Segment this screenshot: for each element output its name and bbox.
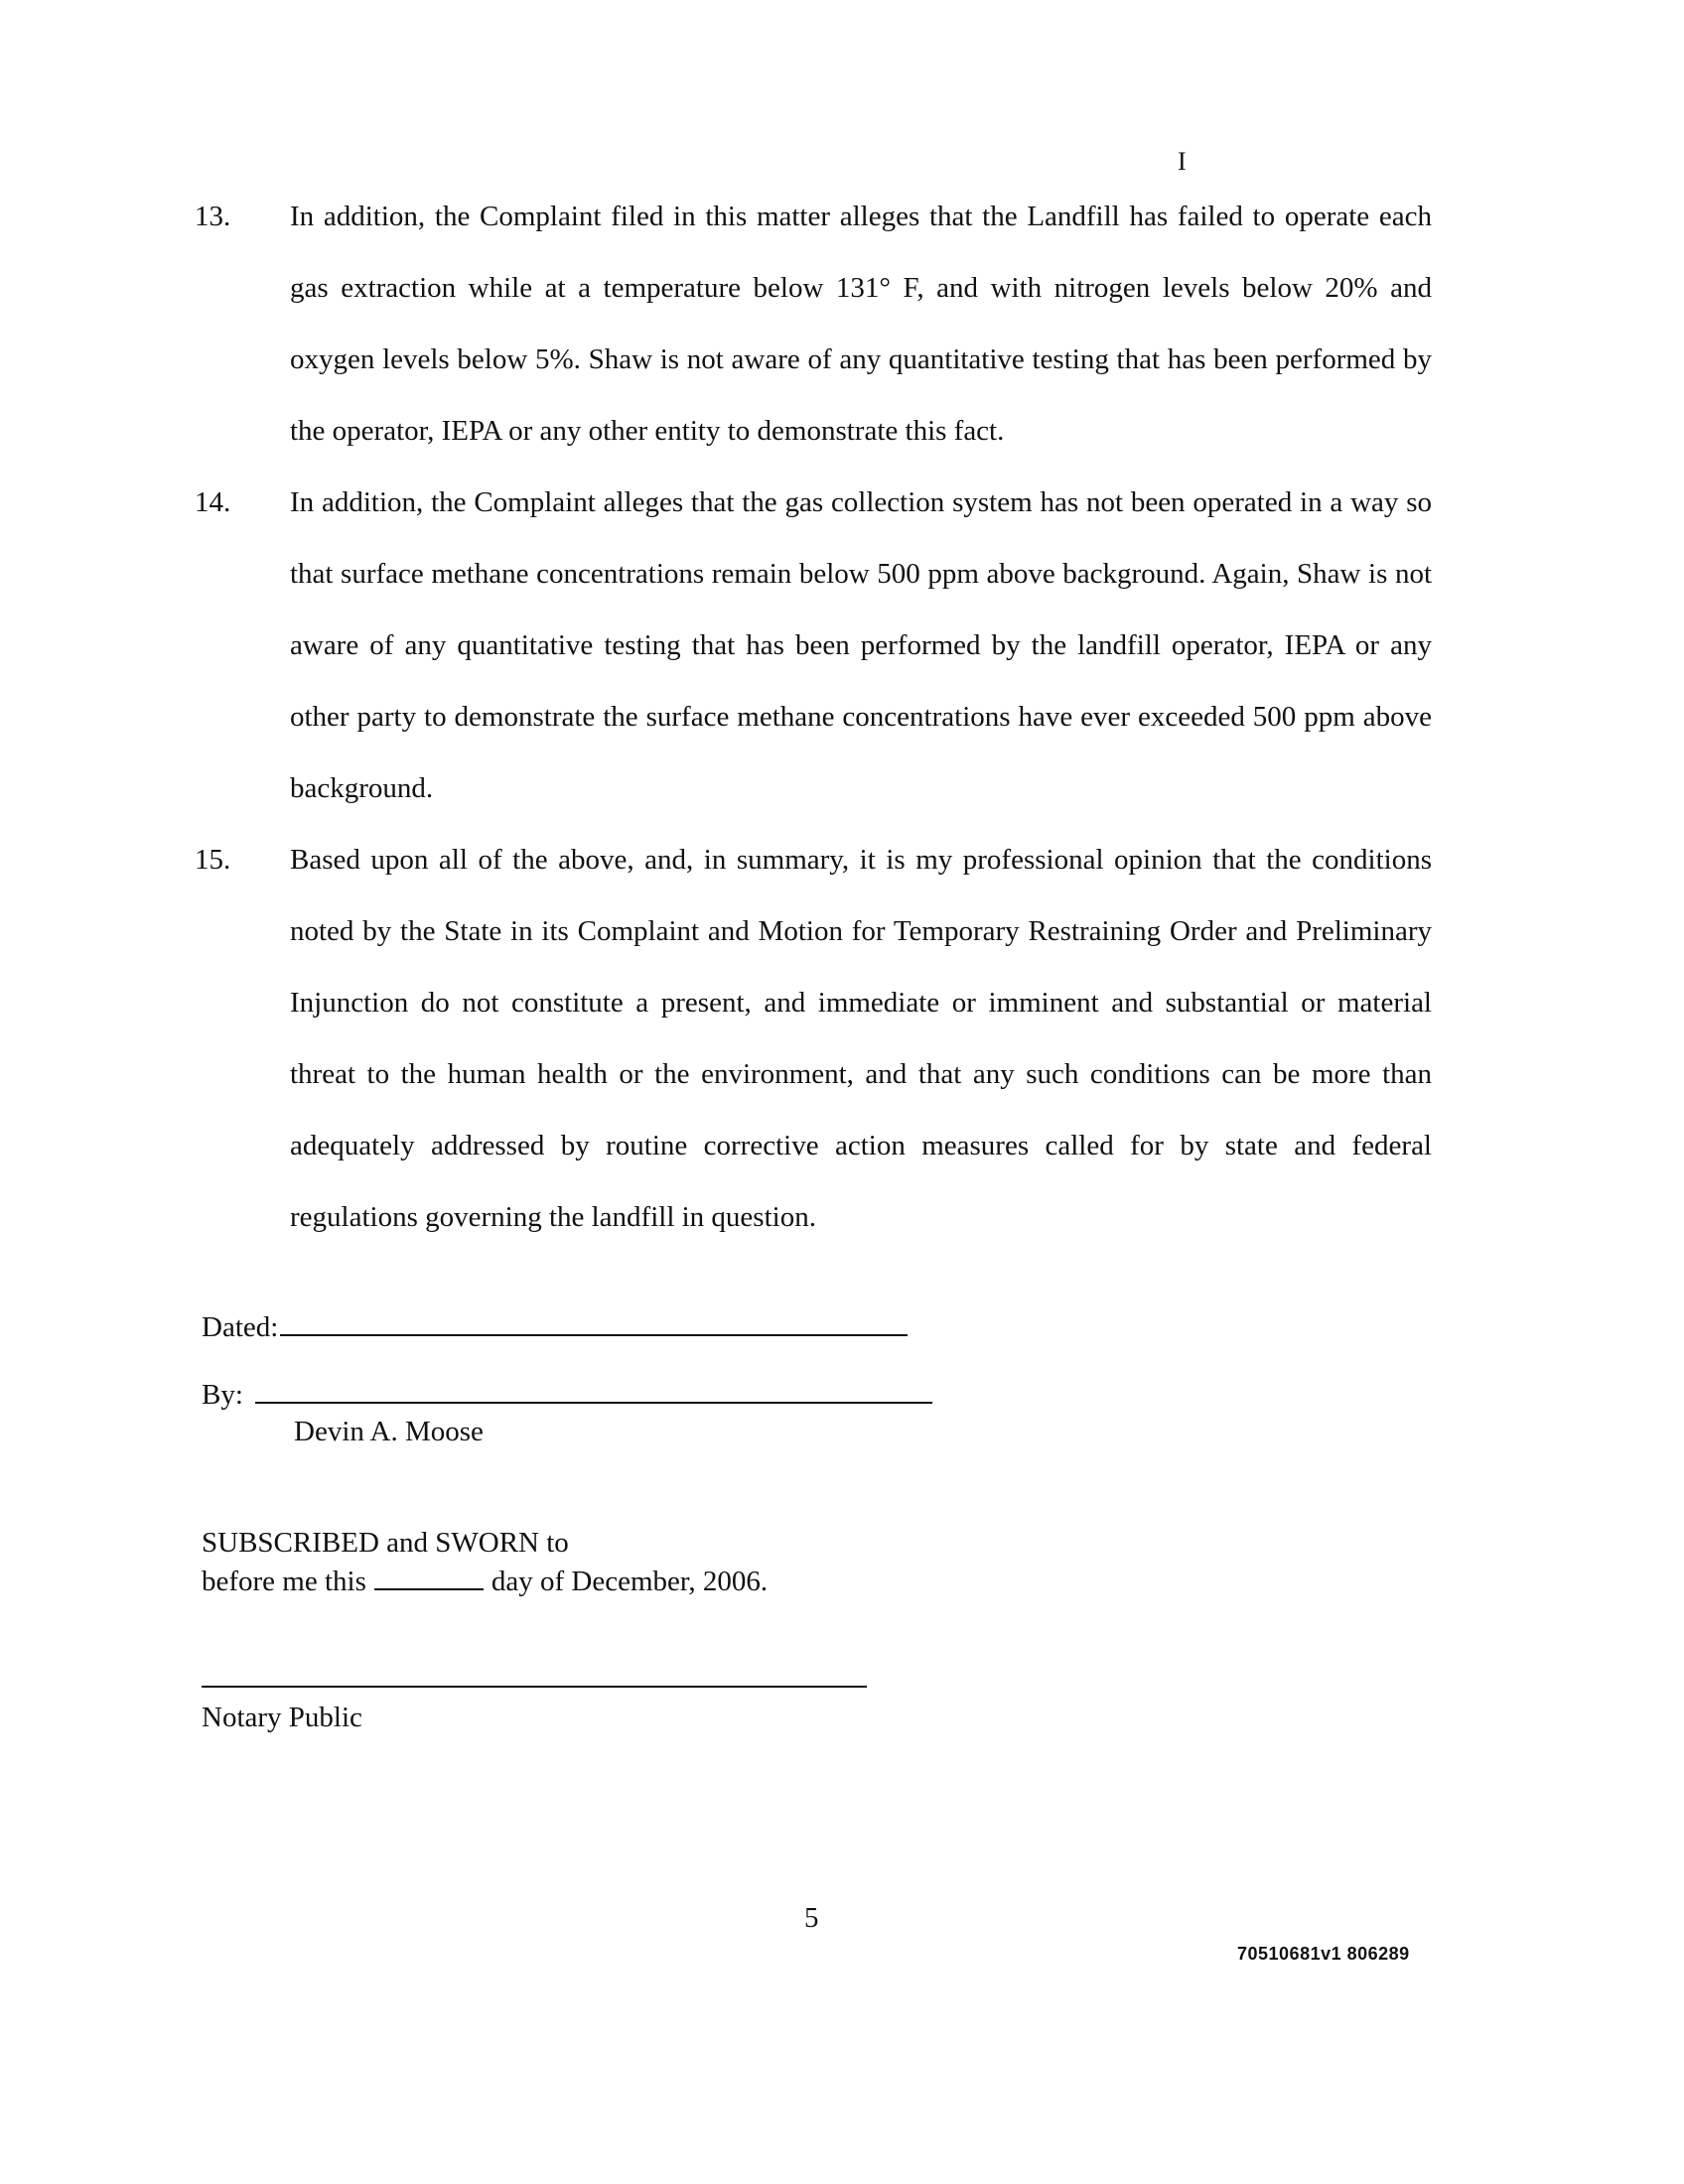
- paragraph-number: 15.: [195, 844, 231, 876]
- paragraph-text: In addition, the Complaint filed in this matter alleges that the Landfill has failed to operate each gas extraction while at a temperature below 131° F, and with nitrogen levels below 20% and oxygen levels below 5%. Shaw is not aware of any quantitative testing that has been performed by the operator, IEPA or any other entity to demonstrate this fact.: [290, 201, 1432, 447]
- notary-label: Notary Public: [202, 1702, 362, 1733]
- stray-mark: I: [1178, 147, 1187, 176]
- jurat-suffix: day of December, 2006.: [491, 1566, 769, 1597]
- by-label: By:: [202, 1379, 243, 1411]
- dated-blank-line: [280, 1308, 908, 1336]
- jurat-prefix: before me this: [202, 1566, 366, 1597]
- paragraph-number: 13.: [195, 201, 231, 232]
- day-blank-line: [374, 1563, 484, 1590]
- notary-signature-line: [202, 1686, 867, 1688]
- dated-row: [202, 1308, 908, 1345]
- jurat-line-2: [202, 1563, 768, 1599]
- document-id: 70510681v1 806289: [1237, 1944, 1410, 1964]
- signer-name: Devin A. Moose: [294, 1416, 484, 1447]
- page-number: 5: [804, 1902, 819, 1934]
- by-row: [202, 1376, 932, 1413]
- signature-blank-line: [255, 1376, 932, 1404]
- jurat-line-1: SUBSCRIBED and SWORN to: [202, 1527, 569, 1559]
- dated-label: Dated:: [202, 1311, 279, 1343]
- paragraph-text: Based upon all of the above, and, in summary, it is my professional opinion that the conditions noted by the State in its Complaint and Motion for Temporary Restraining Order and Preliminary Injunction do not constitute a present, and immediate or imminent and substantial or material threat to the human health or the environment, and that any such conditions can be more than adequately addressed by routine corrective action measures called for by state and federal regulations governing the landfill in question.: [290, 844, 1432, 1233]
- paragraph-number: 14.: [195, 486, 231, 518]
- paragraph-text: In addition, the Complaint alleges that the gas collection system has not been operated in a way so that surface methane concentrations remain below 500 ppm above background. Again, Shaw is not aware of any quantitative testing that has been performed by the landfill operator, IEPA or any other party to demonstrate the surface methane concentrations have ever exceeded 500 ppm above background.: [290, 486, 1432, 804]
